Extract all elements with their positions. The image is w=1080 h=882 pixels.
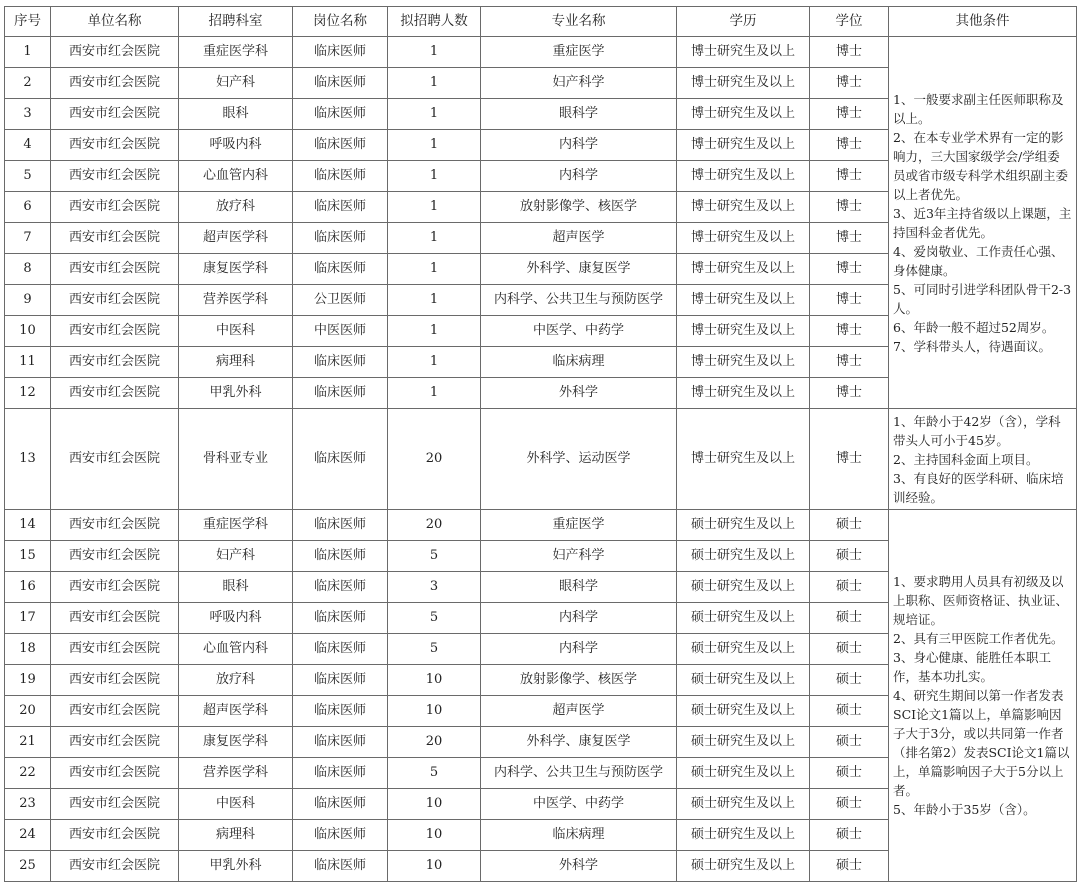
cell-post: 临床医师 <box>293 572 388 603</box>
cell-no: 24 <box>5 820 51 851</box>
cell-unit: 西安市红会医院 <box>51 130 179 161</box>
cell-dept: 放疗科 <box>179 192 293 223</box>
cell-major: 中医学、中药学 <box>481 789 677 820</box>
condition-line: 3、近3年主持省级以上课题，主持国科金者优先。 <box>893 205 1072 240</box>
cell-no: 25 <box>5 851 51 882</box>
cell-no: 15 <box>5 541 51 572</box>
cell-unit: 西安市红会医院 <box>51 99 179 130</box>
cell-post: 临床医师 <box>293 347 388 378</box>
cell-post: 临床医师 <box>293 665 388 696</box>
cell-edu: 博士研究生及以上 <box>677 285 810 316</box>
cell-dept: 营养医学科 <box>179 758 293 789</box>
cell-unit: 西安市红会医院 <box>51 758 179 789</box>
cell-edu: 硕士研究生及以上 <box>677 696 810 727</box>
cell-degree: 博士 <box>810 254 889 285</box>
cell-major: 重症医学 <box>481 37 677 68</box>
cell-no: 3 <box>5 99 51 130</box>
cell-major: 中医学、中药学 <box>481 316 677 347</box>
cell-degree: 博士 <box>810 192 889 223</box>
cell-count: 1 <box>388 37 481 68</box>
cell-degree: 博士 <box>810 378 889 409</box>
cell-unit: 西安市红会医院 <box>51 820 179 851</box>
cell-dept: 中医科 <box>179 789 293 820</box>
cell-no: 21 <box>5 727 51 758</box>
cell-degree: 硕士 <box>810 510 889 541</box>
cell-degree: 博士 <box>810 285 889 316</box>
cell-post: 临床医师 <box>293 510 388 541</box>
cell-no: 4 <box>5 130 51 161</box>
cell-count: 10 <box>388 665 481 696</box>
cell-major: 临床病理 <box>481 347 677 378</box>
cell-count: 1 <box>388 192 481 223</box>
cell-post: 临床医师 <box>293 727 388 758</box>
cell-post: 临床医师 <box>293 223 388 254</box>
cell-degree: 硕士 <box>810 696 889 727</box>
cell-major: 外科学、康复医学 <box>481 727 677 758</box>
header-degree: 学位 <box>810 7 889 37</box>
cell-unit: 西安市红会医院 <box>51 223 179 254</box>
cell-dept: 眼科 <box>179 572 293 603</box>
table-row <box>5 510 1077 541</box>
cell-major: 内科学 <box>481 603 677 634</box>
cell-degree: 硕士 <box>810 851 889 882</box>
cell-degree: 博士 <box>810 409 889 510</box>
conditions-cell <box>889 37 1077 409</box>
cell-dept: 妇产科 <box>179 541 293 572</box>
cell-count: 20 <box>388 727 481 758</box>
cell-edu: 博士研究生及以上 <box>677 99 810 130</box>
cell-unit: 西安市红会医院 <box>51 851 179 882</box>
cell-dept: 营养医学科 <box>179 285 293 316</box>
cell-count: 5 <box>388 634 481 665</box>
cell-post: 公卫医师 <box>293 285 388 316</box>
cell-major: 内科学 <box>481 634 677 665</box>
cell-no: 23 <box>5 789 51 820</box>
cell-degree: 硕士 <box>810 541 889 572</box>
cell-dept: 重症医学科 <box>179 510 293 541</box>
cell-count: 1 <box>388 161 481 192</box>
cell-count: 20 <box>388 409 481 510</box>
cell-edu: 硕士研究生及以上 <box>677 665 810 696</box>
condition-line: 2、具有三甲医院工作者优先。 <box>893 631 1064 646</box>
cell-edu: 硕士研究生及以上 <box>677 820 810 851</box>
cell-degree: 博士 <box>810 223 889 254</box>
cell-unit: 西安市红会医院 <box>51 634 179 665</box>
cell-unit: 西安市红会医院 <box>51 603 179 634</box>
cell-no: 2 <box>5 68 51 99</box>
cell-degree: 博士 <box>810 37 889 68</box>
cell-no: 7 <box>5 223 51 254</box>
cell-major: 外科学 <box>481 851 677 882</box>
cell-major: 放射影像学、核医学 <box>481 192 677 223</box>
condition-line: 2、在本专业学术界有一定的影响力，三大国家级学会/学组委员或省市级专科学术组织副主委以上者优先。 <box>893 129 1069 202</box>
condition-line: 3、身心健康、能胜任本职工作，基本功扎实。 <box>893 650 1051 684</box>
cell-edu: 博士研究生及以上 <box>677 223 810 254</box>
cell-edu: 博士研究生及以上 <box>677 130 810 161</box>
cell-degree: 博士 <box>810 347 889 378</box>
condition-line: 6、年龄一般不超过52周岁。 <box>893 319 1055 335</box>
cell-major: 内科学、公共卫生与预防医学 <box>481 285 677 316</box>
cell-unit: 西安市红会医院 <box>51 285 179 316</box>
cell-major: 超声医学 <box>481 696 677 727</box>
cell-dept: 病理科 <box>179 347 293 378</box>
table-body <box>5 37 1077 882</box>
cell-dept: 重症医学科 <box>179 37 293 68</box>
cell-edu: 博士研究生及以上 <box>677 316 810 347</box>
cell-no: 6 <box>5 192 51 223</box>
header-post: 岗位名称 <box>293 7 388 37</box>
cell-major: 内科学 <box>481 130 677 161</box>
cell-dept: 心血管内科 <box>179 634 293 665</box>
cell-count: 1 <box>388 130 481 161</box>
cell-edu: 博士研究生及以上 <box>677 192 810 223</box>
cell-unit: 西安市红会医院 <box>51 409 179 510</box>
cell-dept: 眼科 <box>179 99 293 130</box>
cell-count: 1 <box>388 254 481 285</box>
cell-major: 放射影像学、核医学 <box>481 665 677 696</box>
cell-no: 9 <box>5 285 51 316</box>
cell-no: 10 <box>5 316 51 347</box>
cell-major: 妇产科学 <box>481 541 677 572</box>
cell-count: 3 <box>388 572 481 603</box>
cell-post: 临床医师 <box>293 603 388 634</box>
cell-dept: 放疗科 <box>179 665 293 696</box>
cell-edu: 硕士研究生及以上 <box>677 510 810 541</box>
cell-count: 5 <box>388 758 481 789</box>
cell-count: 1 <box>388 68 481 99</box>
recruitment-table <box>4 6 1077 882</box>
condition-line: 3、有良好的医学科研、临床培训经验。 <box>893 470 1064 505</box>
header-conditions: 其他条件 <box>889 7 1077 37</box>
cell-dept: 超声医学科 <box>179 223 293 254</box>
header-dept: 招聘科室 <box>179 7 293 37</box>
cell-unit: 西安市红会医院 <box>51 378 179 409</box>
cell-count: 1 <box>388 99 481 130</box>
cell-post: 临床医师 <box>293 378 388 409</box>
cell-degree: 硕士 <box>810 820 889 851</box>
cell-count: 1 <box>388 378 481 409</box>
cell-no: 16 <box>5 572 51 603</box>
cell-unit: 西安市红会医院 <box>51 572 179 603</box>
cell-dept: 康复医学科 <box>179 254 293 285</box>
cell-dept: 心血管内科 <box>179 161 293 192</box>
cell-edu: 博士研究生及以上 <box>677 347 810 378</box>
cell-dept: 中医科 <box>179 316 293 347</box>
cell-major: 超声医学 <box>481 223 677 254</box>
header-unit: 单位名称 <box>51 7 179 37</box>
cell-unit: 西安市红会医院 <box>51 68 179 99</box>
cell-degree: 硕士 <box>810 789 889 820</box>
cell-edu: 硕士研究生及以上 <box>677 572 810 603</box>
condition-line: 5、可同时引进学科团队骨干2-3人。 <box>893 281 1072 316</box>
cell-count: 5 <box>388 541 481 572</box>
cell-no: 17 <box>5 603 51 634</box>
cell-major: 外科学 <box>481 378 677 409</box>
cell-no: 11 <box>5 347 51 378</box>
cell-degree: 博士 <box>810 161 889 192</box>
cell-count: 1 <box>388 223 481 254</box>
cell-unit: 西安市红会医院 <box>51 316 179 347</box>
cell-count: 1 <box>388 316 481 347</box>
cell-edu: 硕士研究生及以上 <box>677 634 810 665</box>
cell-post: 临床医师 <box>293 161 388 192</box>
cell-major: 外科学、康复医学 <box>481 254 677 285</box>
cell-degree: 博士 <box>810 316 889 347</box>
cell-post: 临床医师 <box>293 192 388 223</box>
cell-no: 19 <box>5 665 51 696</box>
cell-degree: 硕士 <box>810 634 889 665</box>
cell-degree: 硕士 <box>810 727 889 758</box>
cell-post: 临床医师 <box>293 409 388 510</box>
cell-degree: 博士 <box>810 68 889 99</box>
cell-unit: 西安市红会医院 <box>51 37 179 68</box>
cell-unit: 西安市红会医院 <box>51 192 179 223</box>
cell-major: 内科学 <box>481 161 677 192</box>
cell-major: 外科学、运动医学 <box>481 409 677 510</box>
header-major: 专业名称 <box>481 7 677 37</box>
cell-count: 10 <box>388 696 481 727</box>
cell-unit: 西安市红会医院 <box>51 161 179 192</box>
header-edu: 学历 <box>677 7 810 37</box>
cell-post: 临床医师 <box>293 541 388 572</box>
cell-degree: 硕士 <box>810 758 889 789</box>
cell-no: 12 <box>5 378 51 409</box>
cell-count: 10 <box>388 789 481 820</box>
cell-edu: 硕士研究生及以上 <box>677 603 810 634</box>
cell-post: 临床医师 <box>293 634 388 665</box>
cell-post: 临床医师 <box>293 99 388 130</box>
header-no: 序号 <box>5 7 51 37</box>
cell-degree: 博士 <box>810 130 889 161</box>
cell-post: 临床医师 <box>293 130 388 161</box>
cell-edu: 博士研究生及以上 <box>677 378 810 409</box>
cell-degree: 硕士 <box>810 665 889 696</box>
condition-line: 1、要求聘用人员具有初级及以上职称、医师资格证、执业证、规培证。 <box>893 574 1069 627</box>
cell-edu: 硕士研究生及以上 <box>677 727 810 758</box>
cell-no: 14 <box>5 510 51 541</box>
table-row <box>5 37 1077 68</box>
cell-dept: 呼吸内科 <box>179 130 293 161</box>
cell-major: 妇产科学 <box>481 68 677 99</box>
cell-post: 中医医师 <box>293 316 388 347</box>
cell-major: 重症医学 <box>481 510 677 541</box>
cell-post: 临床医师 <box>293 254 388 285</box>
condition-line: 4、研究生期间以第一作者发表SCI论文1篇以上，单篇影响因子大于3分，或以共同第一作者（排名第2）发表SCI论文1篇以上，单篇影响因子大于5分以上者。 <box>893 688 1070 798</box>
cell-unit: 西安市红会医院 <box>51 727 179 758</box>
conditions-cell <box>889 510 1077 882</box>
cell-unit: 西安市红会医院 <box>51 254 179 285</box>
cell-count: 10 <box>388 820 481 851</box>
condition-line: 7、学科带头人，待遇面议。 <box>893 338 1051 354</box>
cell-dept: 超声医学科 <box>179 696 293 727</box>
cell-edu: 博士研究生及以上 <box>677 254 810 285</box>
cell-edu: 博士研究生及以上 <box>677 37 810 68</box>
cell-no: 20 <box>5 696 51 727</box>
cell-post: 临床医师 <box>293 758 388 789</box>
cell-no: 5 <box>5 161 51 192</box>
cell-no: 18 <box>5 634 51 665</box>
cell-unit: 西安市红会医院 <box>51 696 179 727</box>
cell-major: 眼科学 <box>481 99 677 130</box>
cell-no: 22 <box>5 758 51 789</box>
cell-edu: 硕士研究生及以上 <box>677 758 810 789</box>
table-row <box>5 409 1077 510</box>
cell-major: 内科学、公共卫生与预防医学 <box>481 758 677 789</box>
header-count: 拟招聘人数 <box>388 7 481 37</box>
cell-count: 1 <box>388 347 481 378</box>
cell-dept: 骨科亚专业 <box>179 409 293 510</box>
cell-post: 临床医师 <box>293 789 388 820</box>
condition-line: 5、年龄小于35岁（含）。 <box>893 802 1036 817</box>
cell-major: 眼科学 <box>481 572 677 603</box>
cell-post: 临床医师 <box>293 696 388 727</box>
cell-no: 1 <box>5 37 51 68</box>
cell-unit: 西安市红会医院 <box>51 665 179 696</box>
cell-edu: 博士研究生及以上 <box>677 409 810 510</box>
condition-line: 1、年龄小于42岁（含），学科带头人可小于45岁。 <box>893 413 1061 448</box>
cell-count: 1 <box>388 285 481 316</box>
condition-line: 4、爱岗敬业、工作责任心强、身体健康。 <box>893 243 1064 278</box>
cell-edu: 博士研究生及以上 <box>677 68 810 99</box>
condition-line: 2、主持国科金面上项目。 <box>893 451 1039 467</box>
cell-dept: 病理科 <box>179 820 293 851</box>
cell-degree: 博士 <box>810 99 889 130</box>
cell-edu: 硕士研究生及以上 <box>677 851 810 882</box>
cell-major: 临床病理 <box>481 820 677 851</box>
cell-post: 临床医师 <box>293 68 388 99</box>
cell-no: 13 <box>5 409 51 510</box>
cell-post: 临床医师 <box>293 37 388 68</box>
cell-degree: 硕士 <box>810 572 889 603</box>
header-row <box>5 7 1077 37</box>
cell-count: 5 <box>388 603 481 634</box>
cell-degree: 硕士 <box>810 603 889 634</box>
cell-count: 10 <box>388 851 481 882</box>
cell-dept: 妇产科 <box>179 68 293 99</box>
cell-edu: 硕士研究生及以上 <box>677 541 810 572</box>
cell-unit: 西安市红会医院 <box>51 510 179 541</box>
cell-dept: 甲乳外科 <box>179 851 293 882</box>
cell-dept: 呼吸内科 <box>179 603 293 634</box>
condition-line: 1、一般要求副主任医师职称及以上。 <box>893 91 1064 126</box>
cell-post: 临床医师 <box>293 820 388 851</box>
cell-count: 20 <box>388 510 481 541</box>
cell-post: 临床医师 <box>293 851 388 882</box>
cell-unit: 西安市红会医院 <box>51 789 179 820</box>
cell-no: 8 <box>5 254 51 285</box>
cell-dept: 康复医学科 <box>179 727 293 758</box>
cell-dept: 甲乳外科 <box>179 378 293 409</box>
cell-edu: 硕士研究生及以上 <box>677 789 810 820</box>
cell-unit: 西安市红会医院 <box>51 347 179 378</box>
cell-unit: 西安市红会医院 <box>51 541 179 572</box>
conditions-cell <box>889 409 1077 510</box>
cell-edu: 博士研究生及以上 <box>677 161 810 192</box>
